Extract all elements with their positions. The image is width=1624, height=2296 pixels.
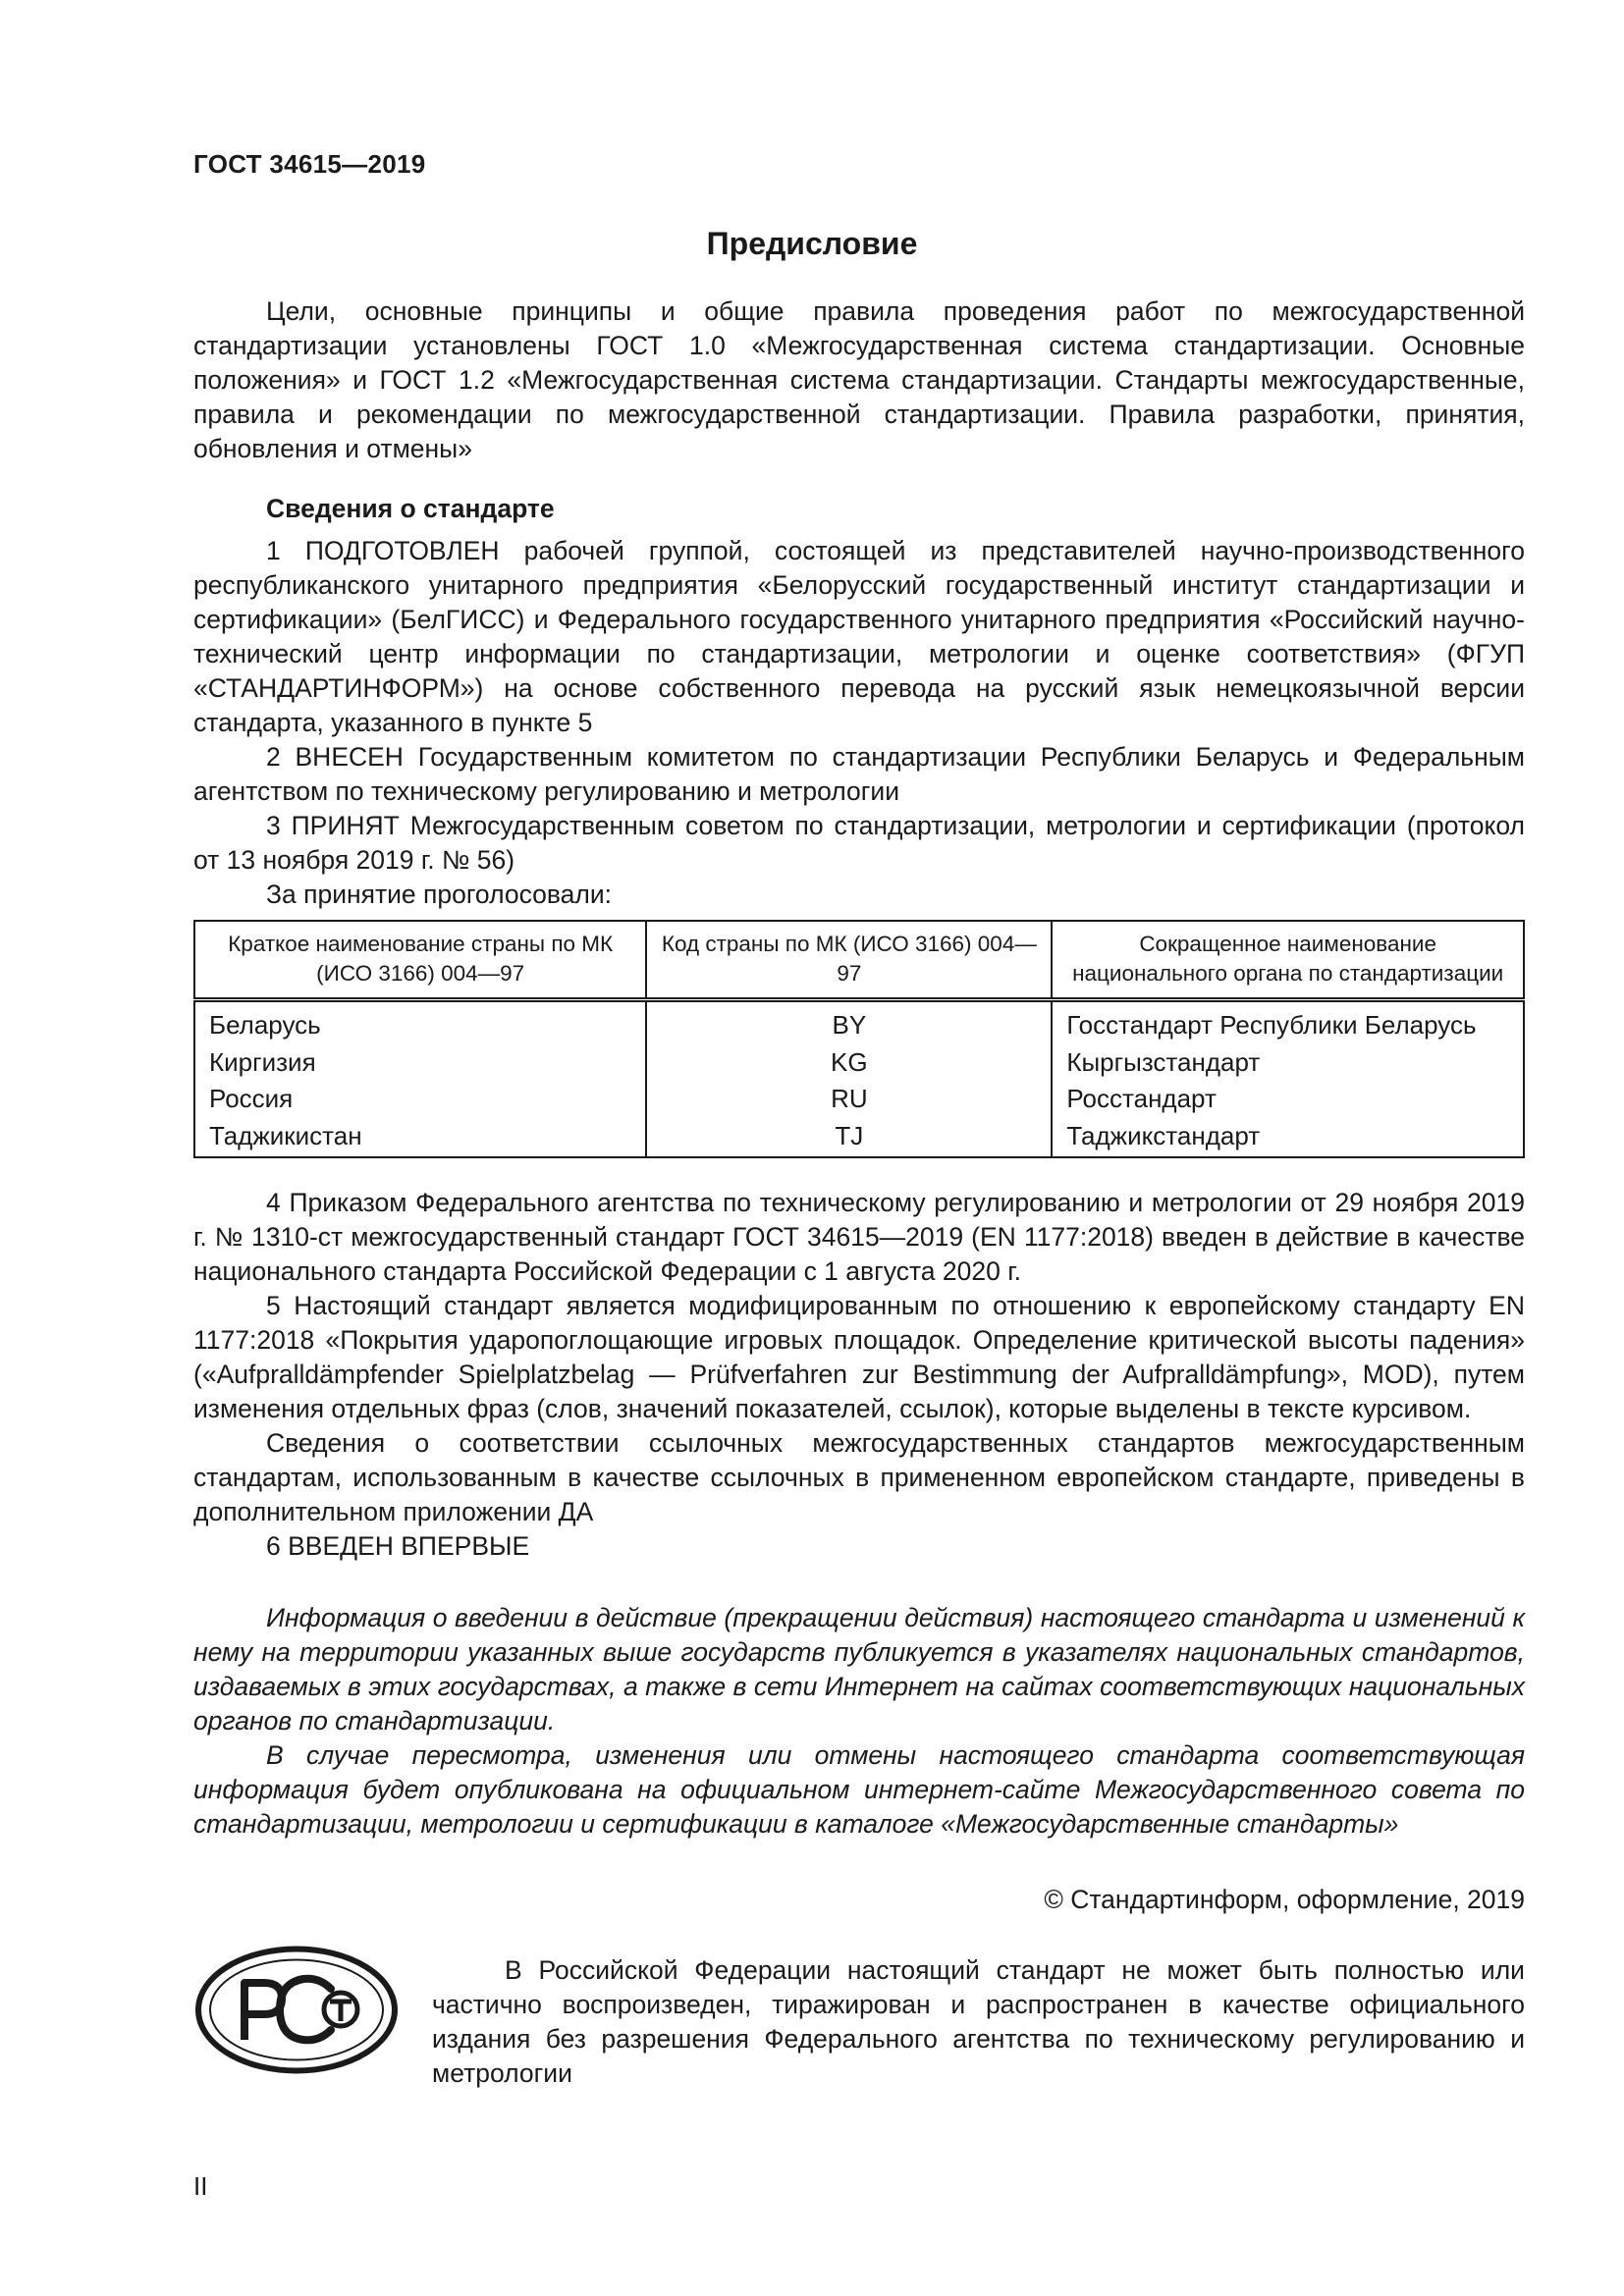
page-title: Предисловие [706, 226, 918, 261]
standard-code-header: ГОСТ 34615—2019 [193, 149, 426, 179]
spacer [193, 1158, 1525, 1186]
voting-table [193, 920, 1525, 1158]
item-3: 3 ПРИНЯТ Межгосударственным советом по стандартизации, метрологии и сертификации (протокол от 13 ноября 2019 г. № 56) [193, 811, 1525, 875]
copyright-notice [432, 1953, 1525, 2091]
intro-paragraph: Цели, основные принципы и общие правила проведения работ по межгосударственной стандартизации установлены ГОСТ 1.0 «Межгосударственная система стандартизации. Основные положения» и ГОСТ 1.2 «Межгосударственная система стандартизации. Стандарты межгосударственные, правила и рекомендации по межгосударственной стандартизации. Правила разработки, принятия, обновления и отмены» [193, 296, 1525, 463]
vote-caption: За принятие проголосовали: [266, 880, 613, 909]
table-row [194, 1044, 1524, 1082]
table-cell-body: Госстандарт Республики Беларусь [1052, 1000, 1524, 1044]
italic-revision-paragraph: В случае пересмотра, изменения или отмены настоящего стандарта соответствующая информация будет опубликована на официальном интернет-сайте Межгосударственного совета по стандартизации, метрологии и сертификации в каталоге «Межгосударственные стандарты» [193, 1740, 1525, 1839]
copyright-line: © Стандартинформ, оформление, 2019 [1044, 1885, 1525, 1914]
table-cell-body: Кыргызстандарт [1052, 1044, 1524, 1082]
table-row [194, 1081, 1524, 1118]
rst-logo [193, 1944, 400, 2076]
table-cell-body: Росстандарт [1052, 1081, 1524, 1118]
table-cell-code: BY [646, 1000, 1052, 1044]
table-cell-country: Киргизия [209, 1046, 316, 1077]
italic-info-paragraph: Информация о введении в действие (прекращении действия) настоящего стандарта и изменений к нему на территории указанных выше государств публикуется в указателях национальных стандартов, издаваемых в этих государствах, а также в сети Интернет на сайтах соответствующих национальных органов по стандартизации. [193, 1603, 1525, 1735]
table-cell-code: KG [646, 1044, 1052, 1082]
item-2: 2 ВНЕСЕН Государственным комитетом по стандартизации Республики Беларусь и Федеральным агентством по техническому регулированию и метрологии [193, 742, 1525, 806]
rst-logo-icon [193, 1944, 400, 2076]
table-row [194, 1000, 1524, 1044]
table-cell-country: Россия [209, 1084, 294, 1113]
item-5-references: Сведения о соответствии ссылочных межгосударственных стандартов межгосударственным стандартам, использованным в качестве ссылочных в примененном европейском стандарте, приведены в дополнительном приложении ДА [193, 1428, 1525, 1526]
table-cell-code: TJ [646, 1118, 1052, 1158]
table-header-code: Код страны по МК (ИСО 3166) 004—97 [646, 921, 1052, 1000]
item-1: 1 ПОДГОТОВЛЕН рабочей группой, состоящей из представителей научно-производственного республиканского унитарного предприятия «Белорусский государственный институт стандартизации и сертификации» (БелГИСС) и Федерального государственного унитарного предприятия «Российский научно-технический центр информации по стандартизации, метрологии и оценке соответствия» (ФГУП «СТАНДАРТИНФОРМ») на основе собственного перевода на русский язык немецкоязычной версии стандарта, указанного в пункте 5 [193, 536, 1525, 737]
spacer [193, 1564, 1525, 1601]
table-header-country: Краткое наименование страны по МК (ИСО 3166) 004—97 [194, 921, 646, 1000]
section-subtitle: Сведения о стандарте [266, 494, 555, 523]
document-body [193, 294, 1525, 1842]
table-cell-body: Таджикстандарт [1052, 1118, 1524, 1158]
item-4: 4 Приказом Федерального агентства по техническому регулированию и метрологии от 29 ноября 2019 г. № 1310-ст межгосударственный стандарт ГОСТ 34615—2019 (EN 1177:2018) введен в действие в качестве национального стандарта Российской Федерации с 1 августа 2020 г. [193, 1188, 1525, 1286]
item-5: 5 Настоящий стандарт является модифицированным по отношению к европейскому стандарту EN 1177:2018 «Покрытия ударопоглощающие игровых площадок. Определение критической высоты падения» («Aufpralldämpfender Spielplatzbelag — Prüfverfahren zur Bestimmung der Aufpralldämpfung», MOD), путем изменения отдельных фраз (слов, значений показателей, ссылок), которые выделены в тексте курсивом. [193, 1291, 1525, 1423]
table-cell-country: Таджикистан [209, 1120, 362, 1150]
page-number: II [193, 2171, 208, 2201]
table-header-row [194, 921, 1524, 1000]
table-cell-code: RU [646, 1081, 1052, 1118]
notice-text: В Российской Федерации настоящий стандарт не может быть полностью или частично воспроизведен, тиражирован и распространен в качестве официального издания без разрешения Федерального агентства по техническому регулированию и метрологии [432, 1955, 1525, 2088]
table-header-body: Сокращенное наименование национального органа по стандартизации [1052, 921, 1524, 1000]
table-row [194, 1118, 1524, 1158]
table-cell-country: Беларусь [209, 1010, 321, 1040]
item-6: 6 ВВЕДЕН ВПЕРВЫЕ [266, 1531, 530, 1561]
